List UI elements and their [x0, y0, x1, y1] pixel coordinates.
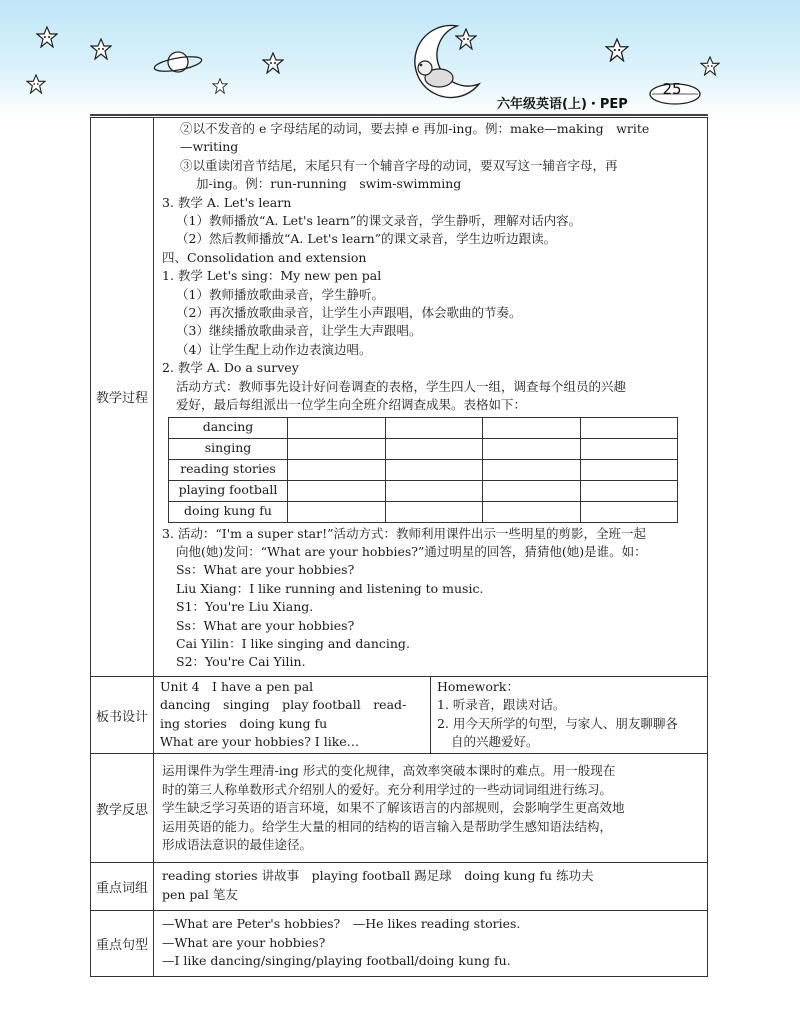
row-board-design	[91, 676, 708, 754]
star-icon	[36, 26, 58, 48]
label-key-phrases: 重点词组	[91, 863, 154, 911]
table-row	[169, 480, 678, 501]
survey-row-label: reading stories	[169, 459, 288, 480]
header-divider	[90, 114, 708, 116]
star-icon	[212, 78, 228, 94]
board-left	[154, 677, 431, 754]
text-line: （2）再次播放歌曲录音，让学生小声跟唱，体会歌曲的节奏。	[176, 305, 522, 321]
text-line: 加-ing。例：run-running swim-swimming	[196, 176, 462, 192]
row-key-phrases	[91, 863, 708, 911]
text-line: 向他(她)发问：“What are your hobbies?”通过明星的回答，猜猜他(她)是谁。如：	[176, 543, 647, 559]
dialogue-line: Ss：What are your hobbies?	[176, 617, 355, 633]
content-teaching-process	[154, 118, 708, 677]
text-line: 自的兴趣爱好。	[451, 733, 539, 749]
text-line: （2）然后教师播放“A. Let's learn”的课文录音，学生边听边跟读。	[176, 231, 557, 247]
survey-table	[168, 417, 678, 523]
planet-icon	[152, 44, 204, 80]
content-key-sentences	[154, 911, 708, 977]
text-line: 形成语法意识的最佳途径。	[162, 837, 313, 852]
text-line: reading stories 讲故事 playing football 踢足球 doing kung fu 练功夫	[162, 868, 594, 884]
table-row	[169, 417, 678, 438]
lesson-plan-table	[90, 117, 708, 977]
text-line: 活动方式：教师事先设计好问卷调查的表格，学生四人一组，调查每个组员的兴趣	[176, 378, 627, 394]
star-icon	[262, 52, 284, 74]
text-line: ②以不发音的 e 字母结尾的动词，要去掉 e 再加-ing。例：make—making write	[180, 121, 650, 136]
text-line: dancing singing play football read-	[160, 697, 407, 713]
text-line: 学生缺乏学习英语的语言环境，如果不了解该语言的内部规则，会影响学生更高效地	[162, 800, 625, 816]
survey-row-label: singing	[169, 438, 288, 459]
text-line: （1）教师播放歌曲录音，学生静听。	[176, 286, 384, 302]
homework-title: Homework：	[437, 678, 519, 694]
text-line: 爱好，最后每组派出一位学生向全班介绍调查成果。表格如下：	[176, 397, 527, 413]
table-row	[169, 459, 678, 480]
text-line: Unit 4 I have a pen pal	[160, 678, 314, 694]
content-reflection	[154, 754, 708, 863]
text-line: pen pal 笔友	[162, 886, 238, 902]
dialogue-line: Ss：What are your hobbies?	[176, 562, 355, 578]
text-line: 四、Consolidation and extension	[162, 249, 367, 265]
text-line: —writing	[180, 139, 239, 155]
text-line: ing stories doing kung fu	[160, 715, 328, 731]
text-line: 1. 听录音，跟读对话。	[437, 697, 566, 713]
text-line: （4）让学生配上动作边表演边唱。	[176, 341, 372, 357]
text-line: （1）教师播放“A. Let's learn”的课文录音，学生静听，理解对话内容。	[176, 213, 582, 229]
row-reflection	[91, 754, 708, 863]
content-key-phrases	[154, 863, 708, 911]
text-line: 2. 教学 A. Do a survey	[162, 360, 299, 376]
survey-row-label: playing football	[169, 480, 288, 501]
dialogue-line: S2：You're Cai Yilin.	[176, 654, 306, 670]
table-row	[169, 438, 678, 459]
dialogue-line: Cai Yilin：I like singing and dancing.	[176, 635, 410, 651]
row-teaching-process	[91, 118, 708, 677]
label-reflection: 教学反思	[91, 754, 154, 863]
row-key-sentences	[91, 911, 708, 977]
text-line: ③以重读闭音节结尾，末尾只有一个辅音字母的动词，要双写这一辅音字母，再	[180, 157, 618, 173]
label-key-sentences: 重点句型	[91, 911, 154, 977]
moon-mouse-icon	[405, 20, 485, 100]
star-icon	[90, 38, 112, 60]
content-board-design	[154, 676, 708, 754]
table-row	[169, 501, 678, 522]
text-line: 1. 教学 Let's sing：My new pen pal	[162, 268, 382, 284]
text-line: 运用课件为学生理清-ing 形式的变化规律，高效率突破本课时的难点。用一般现在	[162, 763, 616, 779]
label-board-design: 板书设计	[91, 676, 154, 754]
page-number: 25	[662, 80, 682, 98]
text-line: What are your hobbies? I like…	[160, 733, 360, 749]
text-line: —What are Peter's hobbies? —He likes reading stories.	[162, 916, 521, 932]
star-icon	[700, 56, 720, 76]
dialogue-line: S1：You're Liu Xiang.	[176, 599, 314, 615]
text-line: 3. 教学 A. Let's learn	[162, 194, 292, 210]
survey-row-label: doing kung fu	[169, 501, 288, 522]
text-line: 3. 活动：“I'm a super star!”活动方式：教师利用课件出示一些明星的剪影，全班一起	[162, 525, 647, 541]
survey-row-label: dancing	[169, 417, 288, 438]
text-line: 2. 用今天所学的句型，与家人、朋友聊聊各	[437, 715, 678, 731]
text-line: （3）继续播放歌曲录音，让学生大声跟唱。	[176, 323, 422, 339]
label-teaching-process: 教学过程	[91, 118, 154, 677]
dialogue-line: Liu Xiang：I like running and listening to music.	[176, 580, 484, 596]
star-icon	[26, 74, 46, 94]
book-title: 六年级英语(上)・PEP	[497, 97, 628, 112]
text-line: 时的第三人称单数形式介绍别人的爱好。充分利用学过的一些动词词组进行练习。	[162, 781, 613, 797]
text-line: —I like dancing/singing/playing football/doing kung fu.	[162, 953, 511, 969]
text-line: —What are your hobbies?	[162, 934, 326, 950]
star-icon	[605, 38, 629, 62]
board-homework	[431, 677, 707, 754]
text-line: 运用英语的能力。给学生大量的相同的结构的语言输入是帮助学生感知语法结构，	[162, 818, 613, 834]
